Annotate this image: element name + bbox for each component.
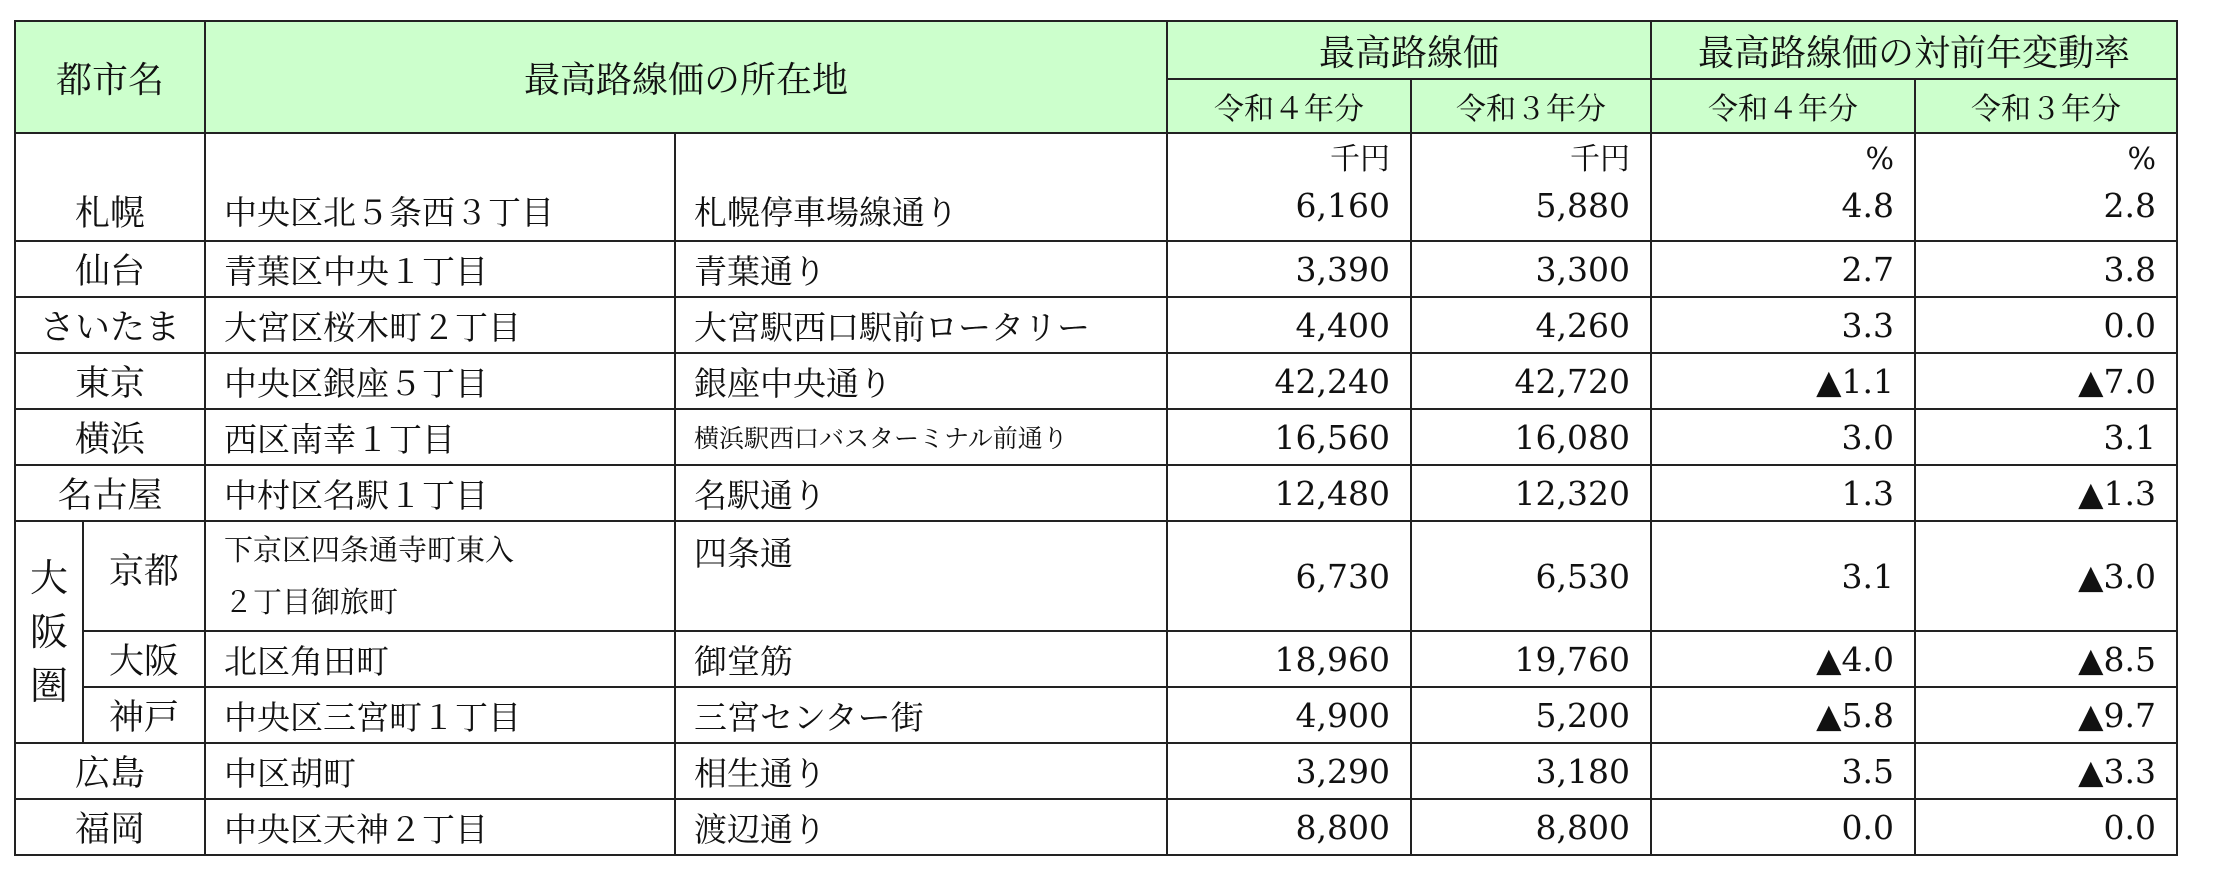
address-cell xyxy=(205,521,675,631)
price-r4-cell: 4,400 xyxy=(1167,297,1411,353)
address-line: ２丁目御旅町 xyxy=(224,585,399,619)
table-row xyxy=(15,631,2177,687)
osaka-group-cell xyxy=(15,521,83,743)
city-cell: 大阪 xyxy=(83,631,205,687)
table-row xyxy=(15,241,2177,297)
change-r4-cell xyxy=(1651,133,1915,241)
price-r4-cell: 42,240 xyxy=(1167,353,1411,409)
change-r3-cell: 0.0 xyxy=(1915,799,2177,855)
change-r3-cell: ▲3.0 xyxy=(1915,521,2177,631)
price-r3-cell: 3,180 xyxy=(1411,743,1651,799)
header-price-r4: 令和４年分 xyxy=(1167,79,1411,133)
change-r4-cell: 2.7 xyxy=(1651,241,1915,297)
change-r4-cell: 3.0 xyxy=(1651,409,1915,465)
address-cell: 中村区名駅１丁目 xyxy=(205,465,675,521)
change-r3-cell: 0.0 xyxy=(1915,297,2177,353)
change-r3-cell: ▲9.7 xyxy=(1915,687,2177,743)
price-r4-cell: 12,480 xyxy=(1167,465,1411,521)
table-row xyxy=(15,133,2177,241)
price-r3-cell: 4,260 xyxy=(1411,297,1651,353)
city-cell: さいたま xyxy=(15,297,205,353)
address-cell: 青葉区中央１丁目 xyxy=(205,241,675,297)
table-row xyxy=(15,743,2177,799)
unit-label: % xyxy=(1865,142,1894,177)
city-cell: 横浜 xyxy=(15,409,205,465)
value: 4.8 xyxy=(1841,186,1894,225)
street-cell: 青葉通り xyxy=(675,241,1167,297)
header-location: 最高路線価の所在地 xyxy=(205,21,1167,133)
change-r4-cell: ▲5.8 xyxy=(1651,687,1915,743)
table-row xyxy=(15,465,2177,521)
city-cell: 東京 xyxy=(15,353,205,409)
price-r3-cell: 6,530 xyxy=(1411,521,1651,631)
table-row xyxy=(15,521,2177,631)
street-cell: 三宮センター街 xyxy=(675,687,1167,743)
address-cell: 中央区北５条西３丁目 xyxy=(205,133,675,241)
price-r3-cell: 3,300 xyxy=(1411,241,1651,297)
street-cell: 名駅通り xyxy=(675,465,1167,521)
city-cell: 名古屋 xyxy=(15,465,205,521)
header-change-r3: 令和３年分 xyxy=(1915,79,2177,133)
address-cell: 西区南幸１丁目 xyxy=(205,409,675,465)
price-r4-cell: 3,390 xyxy=(1167,241,1411,297)
city-cell: 京都 xyxy=(83,521,205,631)
price-r3-cell: 42,720 xyxy=(1411,353,1651,409)
price-r3-cell: 5,200 xyxy=(1411,687,1651,743)
address-cell: 中央区三宮町１丁目 xyxy=(205,687,675,743)
table-row xyxy=(15,409,2177,465)
value: 6,160 xyxy=(1295,186,1390,225)
change-r3-cell xyxy=(1915,133,2177,241)
price-r3-cell: 16,080 xyxy=(1411,409,1651,465)
header-change: 最高路線価の対前年変動率 xyxy=(1651,21,2177,79)
change-r3-cell: ▲8.5 xyxy=(1915,631,2177,687)
change-r4-cell: ▲4.0 xyxy=(1651,631,1915,687)
header-price: 最高路線価 xyxy=(1167,21,1651,79)
price-r4-cell: 4,900 xyxy=(1167,687,1411,743)
value: 2.8 xyxy=(2103,186,2156,225)
address-cell: 中央区銀座５丁目 xyxy=(205,353,675,409)
street-cell: 札幌停車場線通り xyxy=(675,133,1167,241)
table-row xyxy=(15,297,2177,353)
price-r3-cell: 8,800 xyxy=(1411,799,1651,855)
change-r4-cell: 3.1 xyxy=(1651,521,1915,631)
table-row xyxy=(15,799,2177,855)
address-cell: 大宮区桜木町２丁目 xyxy=(205,297,675,353)
address-cell: 北区角田町 xyxy=(205,631,675,687)
header-price-r3: 令和３年分 xyxy=(1411,79,1651,133)
change-r4-cell: 0.0 xyxy=(1651,799,1915,855)
value: 5,880 xyxy=(1535,186,1630,225)
road-price-table xyxy=(14,20,2178,856)
street-cell: 渡辺通り xyxy=(675,799,1167,855)
address-cell: 中区胡町 xyxy=(205,743,675,799)
price-r4-cell: 18,960 xyxy=(1167,631,1411,687)
price-r3-cell xyxy=(1411,133,1651,241)
price-r4-cell: 6,730 xyxy=(1167,521,1411,631)
price-r4-cell: 8,800 xyxy=(1167,799,1411,855)
change-r3-cell: ▲3.3 xyxy=(1915,743,2177,799)
price-r4-cell xyxy=(1167,133,1411,241)
unit-label: 千円 xyxy=(1330,142,1390,177)
price-r4-cell: 16,560 xyxy=(1167,409,1411,465)
street-cell: 大宮駅西口駅前ロータリー xyxy=(675,297,1167,353)
city-cell: 仙台 xyxy=(15,241,205,297)
street-cell: 相生通り xyxy=(675,743,1167,799)
address-cell: 中央区天神２丁目 xyxy=(205,799,675,855)
header-change-r4: 令和４年分 xyxy=(1651,79,1915,133)
city-cell: 福岡 xyxy=(15,799,205,855)
street-cell: 銀座中央通り xyxy=(675,353,1167,409)
unit-label: 千円 xyxy=(1570,142,1630,177)
change-r3-cell: 3.1 xyxy=(1915,409,2177,465)
price-r3-cell: 19,760 xyxy=(1411,631,1651,687)
city-cell: 札幌 xyxy=(15,133,205,241)
city-cell: 神戸 xyxy=(83,687,205,743)
street-cell: 四条通 xyxy=(675,521,1167,631)
change-r4-cell: 1.3 xyxy=(1651,465,1915,521)
osaka-group-label: 大阪圏 xyxy=(29,556,68,708)
unit-label: % xyxy=(2127,142,2156,177)
price-r4-cell: 3,290 xyxy=(1167,743,1411,799)
change-r4-cell: 3.3 xyxy=(1651,297,1915,353)
change-r3-cell: ▲1.3 xyxy=(1915,465,2177,521)
change-r4-cell: ▲1.1 xyxy=(1651,353,1915,409)
price-r3-cell: 12,320 xyxy=(1411,465,1651,521)
table-row xyxy=(15,353,2177,409)
street-cell: 御堂筋 xyxy=(675,631,1167,687)
change-r4-cell: 3.5 xyxy=(1651,743,1915,799)
address-line: 下京区四条通寺町東入 xyxy=(224,533,515,567)
change-r3-cell: 3.8 xyxy=(1915,241,2177,297)
street-cell: 横浜駅西口バスターミナル前通り xyxy=(675,409,1167,465)
header-city: 都市名 xyxy=(15,21,205,133)
city-cell: 広島 xyxy=(15,743,205,799)
change-r3-cell: ▲7.0 xyxy=(1915,353,2177,409)
table-row xyxy=(15,687,2177,743)
